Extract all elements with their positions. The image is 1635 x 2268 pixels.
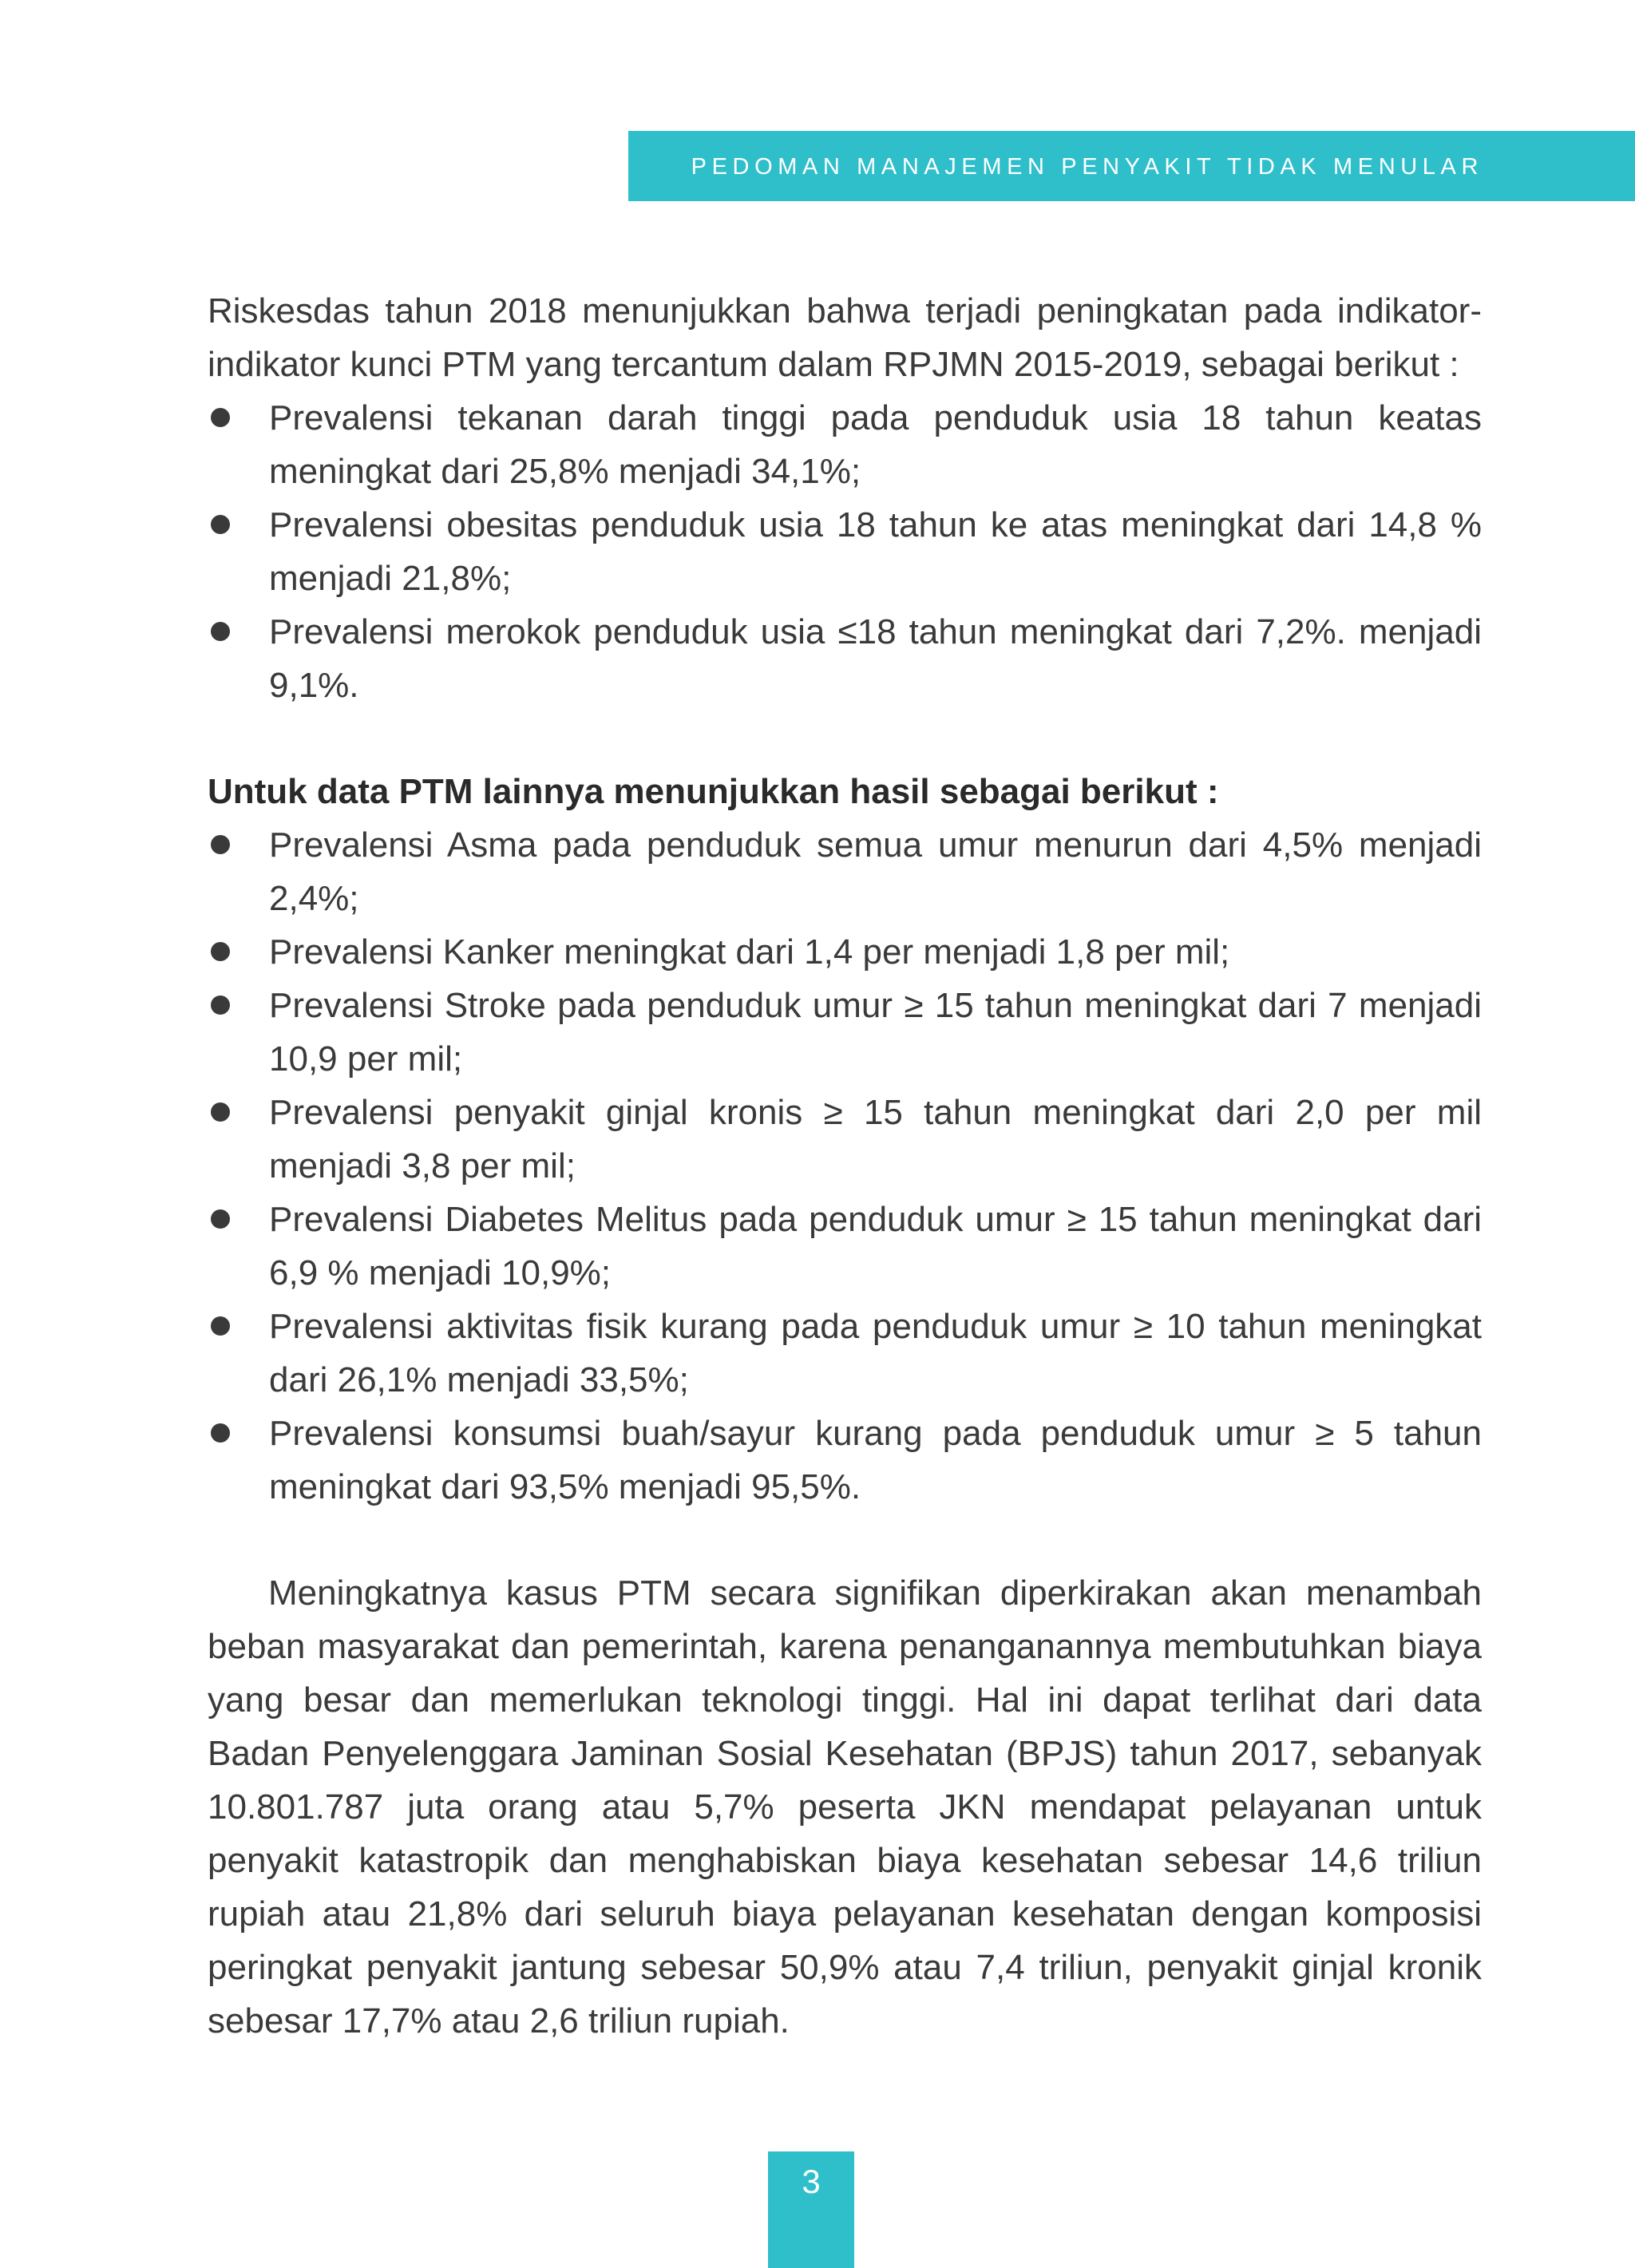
- list-item: [208, 979, 1482, 1086]
- list-item: [208, 605, 1482, 712]
- bullet-icon: [211, 1316, 230, 1336]
- header-title: PEDOMAN MANAJEMEN PENYAKIT TIDAK MENULAR: [691, 154, 1483, 180]
- list-item: [208, 391, 1482, 498]
- list-item: [208, 925, 1482, 979]
- main-content: [208, 284, 1482, 2048]
- list-item-text: Prevalensi konsumsi buah/sayur kurang pada penduduk umur ≥ 5 tahun meningkat dari 93,5% menjadi 95,5%.: [269, 1414, 1482, 1506]
- list-item: [208, 1407, 1482, 1514]
- bullet-icon: [211, 622, 230, 641]
- bullet-icon: [211, 1423, 230, 1443]
- list-item-text: Prevalensi obesitas penduduk usia 18 tahun ke atas meningkat dari 14,8 % menjadi 21,8%;: [269, 505, 1482, 598]
- page-number: 3: [802, 2163, 821, 2200]
- bullet-icon: [211, 515, 230, 534]
- list-item-text: Prevalensi Kanker meningkat dari 1,4 per menjadi 1,8 per mil;: [269, 932, 1230, 972]
- bullet-icon: [211, 835, 230, 854]
- list-item: [208, 1300, 1482, 1407]
- list-item: [208, 1086, 1482, 1193]
- list-item-text: Prevalensi penyakit ginjal kronis ≥ 15 tahun meningkat dari 2,0 per mil menjadi 3,8 per mil;: [269, 1093, 1482, 1185]
- section-heading: Untuk data PTM lainnya menunjukkan hasil sebagai berikut :: [208, 772, 1219, 811]
- bullet-icon: [211, 995, 230, 1015]
- bullet-icon: [211, 408, 230, 427]
- list-item-text: Prevalensi tekanan darah tinggi pada penduduk usia 18 tahun keatas meningkat dari 25,8% menjadi 34,1%;: [269, 398, 1482, 491]
- list-item-text: Prevalensi Asma pada penduduk semua umur menurun dari 4,5% menjadi 2,4%;: [269, 825, 1482, 918]
- section-spacer: [208, 712, 1482, 765]
- list-item: [208, 1193, 1482, 1300]
- other-indicators-list: [208, 818, 1482, 1514]
- section-spacer: [208, 1514, 1482, 1566]
- list-item-text: Prevalensi merokok penduduk usia ≤18 tahun meningkat dari 7,2%. menjadi 9,1%.: [269, 612, 1482, 705]
- page-number-tab: [768, 2151, 854, 2268]
- bullet-icon: [211, 1209, 230, 1229]
- list-item-text: Prevalensi Diabetes Melitus pada penduduk umur ≥ 15 tahun meningkat dari 6,9 % menjadi 10,9%;: [269, 1200, 1482, 1292]
- list-item: [208, 818, 1482, 925]
- key-indicators-list: [208, 391, 1482, 712]
- list-item: [208, 498, 1482, 605]
- list-item-text: Prevalensi Stroke pada penduduk umur ≥ 15 tahun meningkat dari 7 menjadi 10,9 per mil;: [269, 986, 1482, 1079]
- bullet-icon: [211, 942, 230, 961]
- closing-paragraph: Meningkatnya kasus PTM secara signifikan diperkirakan akan menambah beban masyarakat dan pemerintah, karena penanganannya membutuhkan biaya yang besar dan memerlukan teknologi tinggi. Hal ini dapat terlihat dari data Badan Penyelenggara Jaminan Sosial Kesehatan (BPJS) tahun 2017, sebanyak 10.801.787 juta orang atau 5,7% peserta JKN mendapat pelayanan untuk penyakit katastropik dan menghabiskan biaya kesehatan sebesar 14,6 triliun rupiah atau 21,8% dari seluruh biaya pelayanan kesehatan dengan komposisi peringkat penyakit jantung sebesar 50,9% atau 7,4 triliun, penyakit ginjal kronik sebesar 17,7% atau 2,6 triliun rupiah.: [208, 1573, 1482, 2040]
- header-band: [628, 131, 1635, 201]
- intro-paragraph: Riskesdas tahun 2018 menunjukkan bahwa terjadi peningkatan pada indikator-indikator kunci PTM yang tercantum dalam RPJMN 2015-2019, sebagai berikut :: [208, 291, 1482, 384]
- bullet-icon: [211, 1102, 230, 1122]
- list-item-text: Prevalensi aktivitas fisik kurang pada penduduk umur ≥ 10 tahun meningkat dari 26,1% menjadi 33,5%;: [269, 1307, 1482, 1399]
